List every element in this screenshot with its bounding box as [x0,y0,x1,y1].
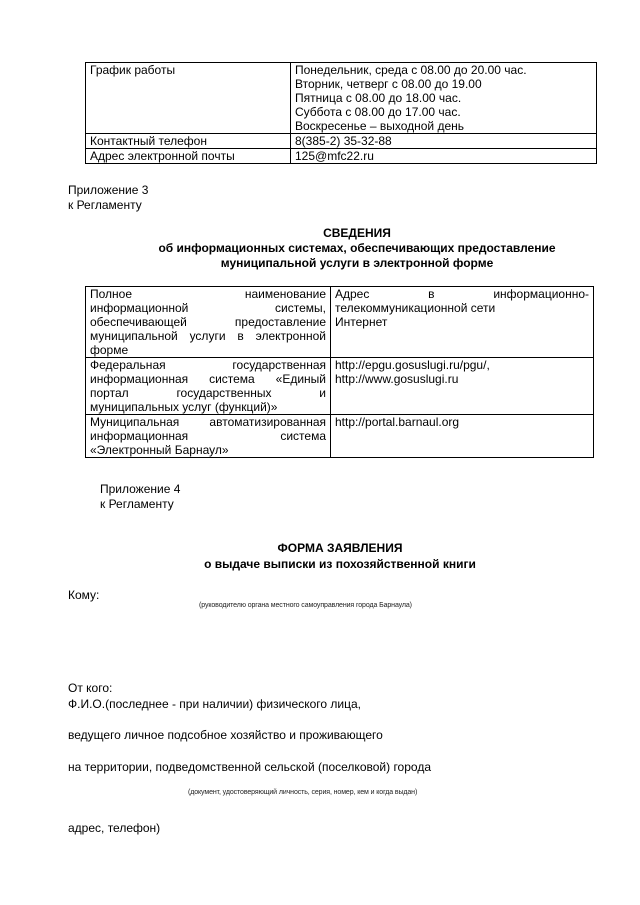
table-row [86,358,594,415]
system-name-cell: Муниципальная автоматизированная информационная система «Электронный Барнаул» [86,415,331,458]
schedule-line: Воскресенье – выходной день [295,119,465,133]
from-line-3: на территории, подведомственной сельской (поселковой) города [68,760,431,774]
schedule-line: Пятница с 08.00 до 18.00 час. [295,91,462,105]
appendix4-line2: к Регламенту [100,497,174,511]
appendix3-line1: Приложение 3 [68,183,149,197]
system-url-cell [331,358,594,415]
url-link[interactable]: http://portal.barnaul.org [335,415,460,429]
system-url-cell [331,415,594,458]
form-subtitle: о выдаче выписки из похозяйственной книги [204,557,476,571]
from-label: От кого: [68,681,113,695]
svedeniya-title: СВЕДЕНИЯ [323,226,391,240]
from-line-2: ведущего личное подсобное хозяйство и проживающего [68,728,383,742]
email-label: Адрес электронной почты [86,149,291,164]
address-line: адрес, телефон) [68,821,161,835]
form-heading [60,540,620,572]
schedule-line: Суббота с 08.00 до 17.00 час. [295,105,461,119]
schedule-line: Вторник, четверг с 08.00 до 19.00 [295,77,482,91]
table-row [86,287,594,358]
from-line-1: Ф.И.О.(последнее - при наличии) физического лица, [68,697,361,711]
system-name-cell: Федеральная государственная информационная система «Единый портал государственных и муниципальных услуг (функций)» [86,358,331,415]
url-link[interactable]: http://epgu.gosuslugi.ru/pgu/, [335,358,490,372]
svedeniya-subtitle-1: об информационных системах, обеспечивающих предоставление [158,241,556,255]
table-row [86,134,597,149]
schedule-label: График работы [86,63,291,134]
header-cell-address: Адрес в информационно- телекоммуникационной сети Интернет [331,287,594,358]
phone-label: Контактный телефон [86,134,291,149]
header-cell-system: Полное наименование информационной системы, обеспечивающей предоставление муниципальной услуги в электронной форме [86,287,331,358]
schedule-line: Понедельник, среда с 08.00 до 20.00 час. [295,63,527,77]
url-link[interactable]: http://www.gosuslugi.ru [335,372,459,386]
svedeniya-subtitle-2: муниципальной услуги в электронной форме [220,256,494,270]
appendix3-label [68,183,148,213]
appendix3-line2: к Регламенту [68,198,142,212]
document-hint: (документ, удостоверяющий личность, серия, номер, кем и когда выдан) [188,789,418,796]
table-row [86,63,597,134]
table-row [86,149,597,164]
to-hint: (руководителю органа местного самоуправления города Барнаула) [199,602,412,609]
info-systems-table [85,286,594,458]
appendix4-label [100,482,180,512]
email-value: 125@mfc22.ru [291,149,597,164]
to-label: Кому: [68,588,100,602]
phone-value: 8(385-2) 35-32-88 [291,134,597,149]
appendix4-line1: Приложение 4 [100,482,181,496]
schedule-value [291,63,597,134]
svedeniya-heading [85,226,629,271]
contact-table [85,62,597,164]
form-title: ФОРМА ЗАЯВЛЕНИЯ [277,541,403,555]
table-row [86,415,594,458]
